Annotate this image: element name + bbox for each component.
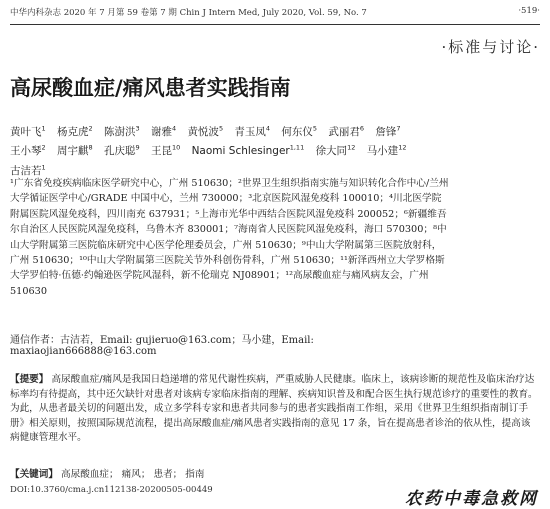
author-affiliation-mark: 2 [41, 143, 46, 152]
author-name [151, 145, 180, 157]
author-name-text: 谢雅 [150, 125, 172, 138]
author-affiliation-mark: 4 [171, 124, 177, 132]
author-name-text: Naomi Schlesinger [191, 145, 290, 157]
author-list [10, 120, 430, 179]
abstract-text: 高尿酸血症/痛风是我国日趋递增的常见代谢性疾病，严重威胁人民健康。临床上，该病诊断的规范性及临床治疗达标率均有待提高，其中还欠缺针对患者对该病专家临床指南的理解、疾病知识普及和配合医生执行规范诊疗的重要性的教育。为此，从患者最关切的问题出发，成立多学科专家和患者共同参与的患者实践指南工作组，采用《世界卫生组织指南制订手册》相关原则，按照国际规范流程，提出高尿酸血症/痛风患者实践指南的意见 17 条，旨在提高患者诊治的依从性，提高该病健康管理水平。 [10, 374, 538, 444]
header-divider [10, 24, 540, 25]
author-name [10, 126, 46, 138]
author-name-text: 马小建 [366, 145, 399, 157]
author-name [10, 145, 46, 157]
author-affiliation-mark: 12 [398, 143, 407, 152]
author-affiliation-mark: 6 [359, 124, 365, 132]
author-affiliation-mark: 9 [135, 143, 140, 152]
article-title: 高尿酸血症/痛风患者实践指南 [10, 76, 291, 100]
author-name [375, 126, 400, 138]
author-name-text: 青玉凤 [234, 125, 266, 138]
author-name [104, 126, 140, 138]
author-affiliation-mark: 3 [135, 124, 140, 132]
author-name [57, 126, 93, 138]
author-name [316, 145, 356, 157]
author-name-text: 何东仪 [281, 125, 313, 138]
author-name [104, 145, 140, 157]
author-name-text: 古洁若 [10, 164, 42, 177]
author-affiliation-mark: 10 [171, 143, 181, 152]
author-name-text: 詹锋 [375, 125, 397, 138]
author-affiliation-mark: 8 [88, 143, 93, 152]
author-name [57, 145, 93, 157]
author-affiliation-mark: 12 [347, 143, 356, 152]
abstract [10, 373, 538, 446]
keywords-label: 【关键词】 [10, 469, 58, 480]
author-affiliation-mark: 5 [218, 124, 224, 132]
corresponding-author: 通信作者：古洁若，Email: gujieruo@163.com；马小建，Email: maxiaojian666888@163.com [10, 335, 314, 357]
section-label: ·标准与讨论· [441, 38, 540, 56]
keywords [10, 466, 538, 480]
author-name-text: 杨克虎 [56, 125, 89, 138]
author-name [151, 126, 176, 138]
author-affiliation-mark: 1 [41, 163, 46, 171]
author-name-text: 武丽君 [328, 125, 360, 138]
author-name-text: 王昆 [150, 145, 172, 157]
author-name [187, 126, 223, 138]
author-name-text: 周宇麒 [56, 145, 89, 157]
abstract-label: 【提要】 [10, 374, 49, 385]
author-name [367, 145, 407, 157]
author-name [328, 126, 364, 138]
author-name-text: 孔庆聪 [103, 145, 136, 157]
page-number: ·519· [518, 6, 540, 16]
author-affiliation-mark: 4 [265, 124, 271, 132]
author-name [10, 165, 46, 177]
author-name [192, 145, 305, 157]
author-affiliation-mark: 7 [396, 124, 401, 132]
keywords-text: 高尿酸血症； 痛风； 患者； 指南 [61, 469, 205, 480]
author-name [234, 126, 270, 138]
author-affiliation-mark: 2 [88, 124, 93, 132]
affiliations: ¹广东省免疫疾病临床医学研究中心，广州 510630；²世界卫生组织指南实施与知识转化合作中心/兰州大学循证医学中心/GRADE 中国中心，兰州 730000；³北京医院风湿免疫科 100010；⁴川北医学院附属医院风湿免疫科，四川南充 637931；⁵上海市光华中西结合医院风湿免疫科 200052；⁶新疆维吾尔自治区人民医院风湿免疫科，乌鲁木齐 830001；⁷海南省人民医院风湿免疫科，海口 570300；⁸中山大学附属第三医院临床研究中心医学伦理委员会，广州 510630；⁹中山大学附属第三医院放射科，广州 510630；¹⁰中山大学附属第三医院关节外科创伤骨科，广州 510630；¹¹新泽西州立大学罗格斯大学罗伯特·伍德·约翰逊医学院风湿科，新不伦瑞克 NJ08901；¹²高尿酸血症与痛风病友会，广州 510630 [10, 178, 449, 297]
author-name-text: 徐大同 [315, 145, 348, 157]
author-affiliation-mark: 1,11 [289, 143, 305, 152]
doi: DOI:10.3760/cma.j.cn112138-20200505-00449 [10, 485, 213, 495]
author-name-text: 黄叶飞 [10, 125, 42, 138]
author-name-text: 黄悦波 [187, 125, 219, 138]
author-affiliation-mark: 1 [41, 124, 46, 132]
author-name [281, 126, 317, 138]
journal-citation: 中华内科杂志 2020 年 7 月第 59 卷第 7 期 Chin J Intern Med, July 2020, Vol. 59, No. 7 [10, 8, 367, 18]
author-name-text: 陈澍洪 [103, 125, 136, 138]
watermark: 农药中毒急救网 [405, 489, 538, 509]
author-name-text: 王小琴 [10, 145, 42, 157]
author-affiliation-mark: 5 [312, 124, 318, 132]
